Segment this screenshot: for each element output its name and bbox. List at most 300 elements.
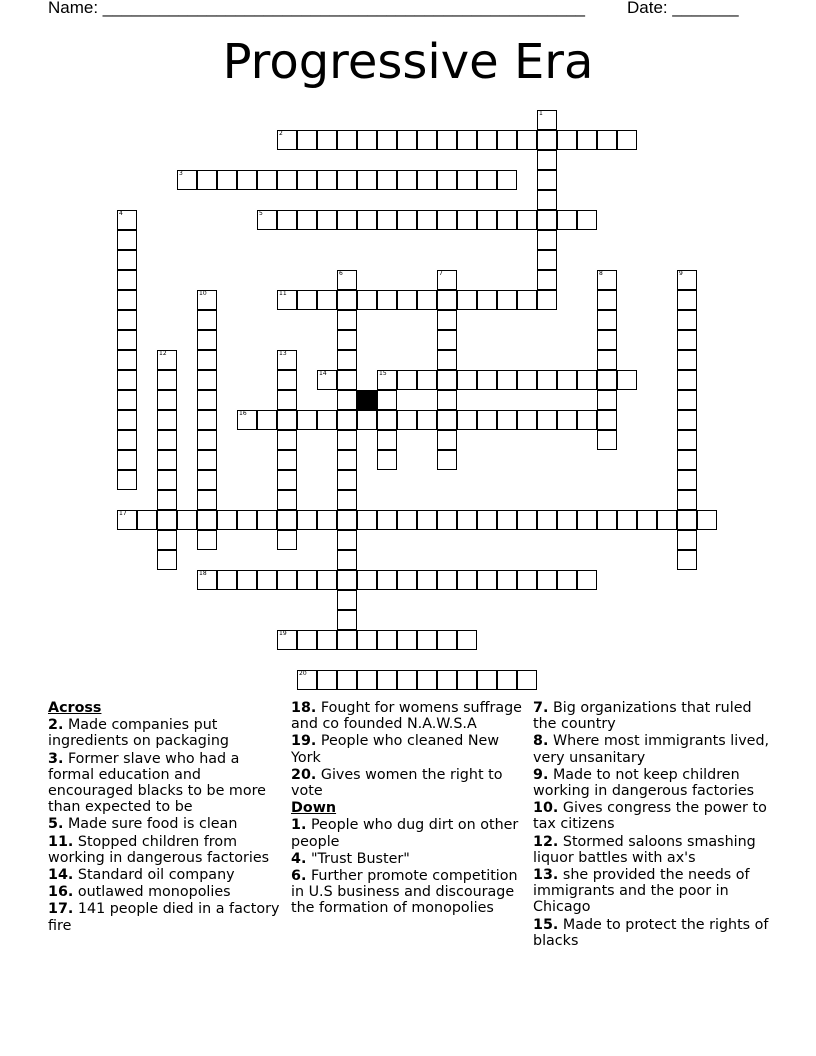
crossword-cell[interactable] <box>477 410 497 430</box>
clue-number-label: 9 <box>679 270 683 277</box>
crossword-cell[interactable] <box>337 450 357 470</box>
crossword-cell[interactable] <box>517 670 537 690</box>
crossword-cell[interactable] <box>457 370 477 390</box>
crossword-cell[interactable] <box>237 170 257 190</box>
crossword-cell[interactable] <box>677 270 697 290</box>
crossword-cell[interactable] <box>537 250 557 270</box>
crossword-cell[interactable] <box>477 210 497 230</box>
crossword-cell[interactable] <box>397 570 417 590</box>
crossword-cell[interactable] <box>637 510 657 530</box>
clue-number: 12. <box>533 833 559 850</box>
crossword-cell[interactable] <box>497 170 517 190</box>
crossword-cell[interactable] <box>517 130 537 150</box>
crossword-cell[interactable] <box>197 330 217 350</box>
crossword-cell[interactable] <box>277 430 297 450</box>
crossword-cell[interactable] <box>377 570 397 590</box>
crossword-cell[interactable] <box>417 130 437 150</box>
crossword-cell[interactable] <box>377 510 397 530</box>
crossword-cell[interactable] <box>677 310 697 330</box>
crossword-cell[interactable] <box>677 330 697 350</box>
clue-number: 6. <box>291 868 307 885</box>
crossword-cell[interactable] <box>237 510 257 530</box>
crossword-cell[interactable] <box>397 670 417 690</box>
crossword-cell[interactable] <box>197 370 217 390</box>
crossword-cell[interactable] <box>417 510 437 530</box>
crossword-cell[interactable] <box>117 210 137 230</box>
crossword-cell[interactable] <box>437 370 457 390</box>
crossword-cell[interactable] <box>297 290 317 310</box>
clue-number-label: 11 <box>279 290 287 297</box>
clue-number: 8. <box>533 733 549 750</box>
crossword-cell[interactable] <box>197 170 217 190</box>
crossword-cell[interactable] <box>217 510 237 530</box>
crossword-cell[interactable] <box>117 370 137 390</box>
crossword-cell[interactable] <box>537 190 557 210</box>
crossword-cell[interactable] <box>357 630 377 650</box>
crossword-cell[interactable] <box>357 510 377 530</box>
crossword-cell[interactable] <box>257 410 277 430</box>
crossword-cell[interactable] <box>477 510 497 530</box>
crossword-cell[interactable] <box>517 410 537 430</box>
crossword-cell[interactable] <box>117 330 137 350</box>
crossword-cell[interactable] <box>377 130 397 150</box>
crossword-cell[interactable] <box>357 410 377 430</box>
crossword-cell[interactable] <box>377 410 397 430</box>
crossword-cell[interactable] <box>337 170 357 190</box>
crossword-cell[interactable] <box>337 350 357 370</box>
crossword-cell[interactable] <box>437 350 457 370</box>
crossword-cell[interactable] <box>137 510 157 530</box>
crossword-cell[interactable] <box>537 410 557 430</box>
crossword-cell[interactable] <box>237 410 257 430</box>
crossword-cell[interactable] <box>517 370 537 390</box>
crossword-cell[interactable] <box>397 170 417 190</box>
down-clue-9 <box>533 767 773 799</box>
crossword-cell[interactable] <box>497 410 517 430</box>
crossword-cell[interactable] <box>497 130 517 150</box>
crossword-cell[interactable] <box>437 130 457 150</box>
crossword-cell[interactable] <box>297 670 317 690</box>
crossword-cell[interactable] <box>537 570 557 590</box>
crossword-cell[interactable] <box>277 350 297 370</box>
crossword-cell[interactable] <box>257 510 277 530</box>
crossword-cell[interactable] <box>297 570 317 590</box>
crossword-cell[interactable] <box>677 510 697 530</box>
crossword-cell[interactable] <box>337 630 357 650</box>
crossword-cell[interactable] <box>457 290 477 310</box>
clue-number-label: 8 <box>599 270 603 277</box>
crossword-cell[interactable] <box>317 630 337 650</box>
crossword-cell[interactable] <box>337 430 357 450</box>
crossword-cell[interactable] <box>597 510 617 530</box>
crossword-cell[interactable] <box>557 510 577 530</box>
crossword-cell[interactable] <box>397 210 417 230</box>
crossword-cell[interactable] <box>337 610 357 630</box>
crossword-cell[interactable] <box>557 130 577 150</box>
crossword-cell[interactable] <box>457 170 477 190</box>
crossword-cell[interactable] <box>517 290 537 310</box>
crossword-cell[interactable] <box>117 510 137 530</box>
crossword-cell[interactable] <box>417 290 437 310</box>
crossword-cell[interactable] <box>617 370 637 390</box>
crossword-cell[interactable] <box>677 550 697 570</box>
crossword-cell[interactable] <box>197 510 217 530</box>
crossword-cell[interactable] <box>477 670 497 690</box>
crossword-cell[interactable] <box>117 310 137 330</box>
crossword-cell[interactable] <box>277 210 297 230</box>
crossword-cell[interactable] <box>197 570 217 590</box>
crossword-cell[interactable] <box>277 630 297 650</box>
clue-text: Gives congress the power to tax citizens <box>533 800 767 833</box>
crossword-cell[interactable] <box>517 510 537 530</box>
crossword-cell[interactable] <box>597 410 617 430</box>
crossword-cell[interactable] <box>317 290 337 310</box>
crossword-cell[interactable] <box>557 410 577 430</box>
across-heading: Across <box>48 700 102 716</box>
crossword-cell[interactable] <box>317 570 337 590</box>
crossword-cell[interactable] <box>277 410 297 430</box>
crossword-cell[interactable] <box>397 130 417 150</box>
crossword-cell[interactable] <box>337 550 357 570</box>
crossword-cell[interactable] <box>577 210 597 230</box>
crossword-cell[interactable] <box>417 670 437 690</box>
clue-number: 18. <box>291 700 317 716</box>
crossword-cell[interactable] <box>357 130 377 150</box>
crossword-cell[interactable] <box>337 390 357 410</box>
crossword-cell[interactable] <box>477 130 497 150</box>
crossword-cell[interactable] <box>397 290 417 310</box>
crossword-cell[interactable] <box>657 510 677 530</box>
crossword-cell[interactable] <box>317 210 337 230</box>
crossword-cell[interactable] <box>397 630 417 650</box>
crossword-cell[interactable] <box>117 350 137 370</box>
crossword-cell[interactable] <box>397 410 417 430</box>
crossword-cell[interactable] <box>537 290 557 310</box>
crossword-cell[interactable] <box>677 390 697 410</box>
crossword-cell[interactable] <box>477 570 497 590</box>
crossword-cell[interactable] <box>537 230 557 250</box>
crossword-cell[interactable] <box>477 290 497 310</box>
crossword-cell[interactable] <box>117 250 137 270</box>
crossword-cell[interactable] <box>677 410 697 430</box>
crossword-cell[interactable] <box>297 210 317 230</box>
crossword-cell[interactable] <box>157 490 177 510</box>
name-field-line[interactable]: Name: ___________________________________________________ <box>48 0 585 17</box>
crossword-cell[interactable] <box>277 170 297 190</box>
crossword-cell[interactable] <box>277 490 297 510</box>
crossword-cell[interactable] <box>297 510 317 530</box>
crossword-cell[interactable] <box>497 670 517 690</box>
crossword-cell[interactable] <box>537 130 557 150</box>
clue-text: Where most immigrants lived, very unsanitary <box>533 733 770 766</box>
crossword-cell[interactable] <box>377 210 397 230</box>
crossword-cell[interactable] <box>517 210 537 230</box>
down-heading: Down <box>291 800 337 817</box>
crossword-cell[interactable] <box>357 170 377 190</box>
crossword-cell[interactable] <box>337 310 357 330</box>
crossword-cell[interactable] <box>397 370 417 390</box>
crossword-cell[interactable] <box>337 210 357 230</box>
clue-number: 14. <box>48 867 74 884</box>
crossword-cell[interactable] <box>297 170 317 190</box>
crossword-cell[interactable] <box>197 530 217 550</box>
crossword-cell[interactable] <box>197 450 217 470</box>
crossword-cell[interactable] <box>417 210 437 230</box>
crossword-cell[interactable] <box>417 410 437 430</box>
clue-text: Made to not keep children working in dangerous factories <box>533 766 755 800</box>
crossword-cell[interactable] <box>437 290 457 310</box>
crossword-cell[interactable] <box>177 510 197 530</box>
crossword-cell[interactable] <box>437 390 457 410</box>
crossword-cell[interactable] <box>277 510 297 530</box>
crossword-cell[interactable] <box>117 230 137 250</box>
crossword-cell[interactable] <box>497 570 517 590</box>
crossword-cell[interactable] <box>377 450 397 470</box>
crossword-cell[interactable] <box>117 410 137 430</box>
crossword-cell[interactable] <box>437 310 457 330</box>
crossword-cell[interactable] <box>537 170 557 190</box>
crossword-cell[interactable] <box>197 290 217 310</box>
crossword-cell[interactable] <box>597 330 617 350</box>
crossword-cell[interactable] <box>197 490 217 510</box>
across-clue-11 <box>48 834 280 866</box>
crossword-cell[interactable] <box>197 390 217 410</box>
crossword-cell[interactable] <box>197 350 217 370</box>
crossword-cell[interactable] <box>357 290 377 310</box>
crossword-cell[interactable] <box>457 570 477 590</box>
crossword-cell[interactable] <box>677 490 697 510</box>
crossword-cell[interactable] <box>677 470 697 490</box>
crossword-cell[interactable] <box>197 310 217 330</box>
crossword-cell[interactable] <box>157 410 177 430</box>
crossword-cell[interactable] <box>197 430 217 450</box>
crossword-cell[interactable] <box>277 290 297 310</box>
crossword-cell[interactable] <box>337 670 357 690</box>
crossword-cell[interactable] <box>337 470 357 490</box>
crossword-cell[interactable] <box>557 370 577 390</box>
crossword-cell[interactable] <box>417 370 437 390</box>
crossword-cell[interactable] <box>577 510 597 530</box>
crossword-cell[interactable] <box>577 570 597 590</box>
crossword-cell[interactable] <box>157 430 177 450</box>
crossword-cell[interactable] <box>457 130 477 150</box>
crossword-cell[interactable] <box>417 630 437 650</box>
clue-number: 11. <box>48 833 74 850</box>
crossword-cell[interactable] <box>577 130 597 150</box>
crossword-cell[interactable] <box>337 270 357 290</box>
crossword-cell[interactable] <box>157 530 177 550</box>
crossword-cell[interactable] <box>277 530 297 550</box>
crossword-cell[interactable] <box>157 450 177 470</box>
crossword-cell[interactable] <box>317 410 337 430</box>
crossword-cell[interactable] <box>177 170 197 190</box>
crossword-cell[interactable] <box>277 570 297 590</box>
crossword-cell[interactable] <box>597 350 617 370</box>
down-clue-7 <box>533 700 773 732</box>
crossword-cell[interactable] <box>457 630 477 650</box>
date-field-line[interactable]: Date: _______ <box>627 0 739 17</box>
crossword-cell[interactable] <box>117 470 137 490</box>
crossword-cell[interactable] <box>497 510 517 530</box>
crossword-cell[interactable] <box>437 430 457 450</box>
crossword-cell[interactable] <box>297 130 317 150</box>
crossword-cell[interactable] <box>457 510 477 530</box>
clue-number-label: 12 <box>159 350 167 357</box>
crossword-cell[interactable] <box>277 470 297 490</box>
crossword-cell[interactable] <box>377 430 397 450</box>
crossword-cell[interactable] <box>477 370 497 390</box>
crossword-cell[interactable] <box>377 290 397 310</box>
crossword-cell[interactable] <box>277 450 297 470</box>
crossword-cell[interactable] <box>577 410 597 430</box>
crossword-cell[interactable] <box>357 570 377 590</box>
crossword-cell[interactable] <box>357 210 377 230</box>
crossword-cell[interactable] <box>117 290 137 310</box>
crossword-cell[interactable] <box>597 370 617 390</box>
crossword-cell[interactable] <box>437 410 457 430</box>
crossword-cell[interactable] <box>117 390 137 410</box>
crossword-cell[interactable] <box>437 510 457 530</box>
clue-number-label: 19 <box>279 630 287 637</box>
crossword-cell[interactable] <box>437 570 457 590</box>
crossword-cell[interactable] <box>237 570 257 590</box>
crossword-cell[interactable] <box>217 570 237 590</box>
crossword-cell[interactable] <box>457 670 477 690</box>
clue-number: 3. <box>48 750 64 767</box>
crossword-cell[interactable] <box>437 670 457 690</box>
crossword-cell[interactable] <box>617 130 637 150</box>
crossword-cell[interactable] <box>157 510 177 530</box>
crossword-cell[interactable] <box>477 170 497 190</box>
crossword-cell[interactable] <box>337 530 357 550</box>
crossword-cell[interactable] <box>557 570 577 590</box>
crossword-cell[interactable] <box>537 110 557 130</box>
crossword-cell[interactable] <box>677 530 697 550</box>
crossword-cell[interactable] <box>537 510 557 530</box>
crossword-cell[interactable] <box>557 210 577 230</box>
crossword-cell[interactable] <box>497 210 517 230</box>
crossword-cell[interactable] <box>357 670 377 690</box>
crossword-cell[interactable] <box>157 370 177 390</box>
clue-number-label: 17 <box>119 510 127 517</box>
crossword-cell[interactable] <box>697 510 717 530</box>
crossword-cell[interactable] <box>437 450 457 470</box>
crossword-cell[interactable] <box>197 410 217 430</box>
crossword-cell[interactable] <box>337 490 357 510</box>
crossword-cell[interactable] <box>437 630 457 650</box>
clue-text: she provided the needs of immigrants and the poor in Chicago <box>533 867 750 916</box>
crossword-cell[interactable] <box>317 130 337 150</box>
crossword-cell[interactable] <box>537 150 557 170</box>
crossword-cell[interactable] <box>337 510 357 530</box>
crossword-cell[interactable] <box>677 430 697 450</box>
clue-text: People who dug dirt on other people <box>291 817 519 850</box>
crossword-cell[interactable] <box>297 630 317 650</box>
crossword-cell[interactable] <box>677 370 697 390</box>
crossword-cell[interactable] <box>337 590 357 610</box>
crossword-cell[interactable] <box>257 170 277 190</box>
down-clue-6 <box>291 868 529 917</box>
crossword-cell[interactable] <box>317 170 337 190</box>
crossword-cell[interactable] <box>437 170 457 190</box>
crossword-cell[interactable] <box>457 210 477 230</box>
crossword-cell[interactable] <box>337 290 357 310</box>
crossword-cell[interactable] <box>537 370 557 390</box>
crossword-cell[interactable] <box>297 410 317 430</box>
crossword-cell[interactable] <box>277 390 297 410</box>
crossword-cell[interactable] <box>677 290 697 310</box>
clue-number-label: 4 <box>119 210 123 217</box>
crossword-cell[interactable] <box>497 370 517 390</box>
crossword-cell[interactable] <box>537 270 557 290</box>
crossword-cell[interactable] <box>337 130 357 150</box>
clue-number-label: 7 <box>439 270 443 277</box>
crossword-cell[interactable] <box>217 170 237 190</box>
crossword-cell[interactable] <box>257 570 277 590</box>
crossword-cell[interactable] <box>317 670 337 690</box>
crossword-cell[interactable] <box>337 410 357 430</box>
clue-number-label: 13 <box>279 350 287 357</box>
crossword-cell[interactable] <box>377 630 397 650</box>
clue-number-label: 5 <box>259 210 263 217</box>
crossword-cell[interactable] <box>157 550 177 570</box>
crossword-cell[interactable] <box>117 430 137 450</box>
crossword-cell[interactable] <box>437 270 457 290</box>
crossword-cell[interactable] <box>537 210 557 230</box>
crossword-cell[interactable] <box>157 470 177 490</box>
crossword-cell[interactable] <box>277 370 297 390</box>
crossword-cell[interactable] <box>457 410 477 430</box>
across-clue-19 <box>291 733 529 765</box>
crossword-cell[interactable] <box>677 450 697 470</box>
crossword-cell[interactable] <box>617 510 637 530</box>
crossword-cell[interactable] <box>397 510 417 530</box>
crossword-cell[interactable] <box>577 370 597 390</box>
crossword-cell[interactable] <box>337 570 357 590</box>
crossword-cell[interactable] <box>417 570 437 590</box>
crossword-cell[interactable] <box>317 370 337 390</box>
clue-number: 16. <box>48 884 74 901</box>
crossword-cell[interactable] <box>597 430 617 450</box>
crossword-cell[interactable] <box>157 390 177 410</box>
crossword-cell[interactable] <box>337 330 357 350</box>
crossword-cell[interactable] <box>517 570 537 590</box>
crossword-cell[interactable] <box>377 170 397 190</box>
crossword-cell[interactable] <box>197 470 217 490</box>
crossword-cell[interactable] <box>277 130 297 150</box>
crossword-cell[interactable] <box>597 390 617 410</box>
crossword-cell[interactable] <box>377 390 397 410</box>
crossword-cell[interactable] <box>597 130 617 150</box>
crossword-cell[interactable] <box>117 270 137 290</box>
crossword-cell[interactable] <box>157 350 177 370</box>
crossword-cell[interactable] <box>417 170 437 190</box>
crossword-cell[interactable] <box>317 510 337 530</box>
crossword-cell[interactable] <box>437 210 457 230</box>
crossword-cell[interactable] <box>597 290 617 310</box>
crossword-cell[interactable] <box>437 330 457 350</box>
crossword-cell[interactable] <box>117 450 137 470</box>
crossword-cell[interactable] <box>257 210 277 230</box>
crossword-cell[interactable] <box>597 310 617 330</box>
crossword-cell[interactable] <box>597 270 617 290</box>
crossword-cell[interactable] <box>377 670 397 690</box>
clue-text: Made companies put ingredients on packaging <box>48 717 229 750</box>
crossword-cell[interactable] <box>497 290 517 310</box>
crossword-cell[interactable] <box>677 350 697 370</box>
crossword-cell[interactable] <box>377 370 397 390</box>
crossword-cell[interactable] <box>337 370 357 390</box>
